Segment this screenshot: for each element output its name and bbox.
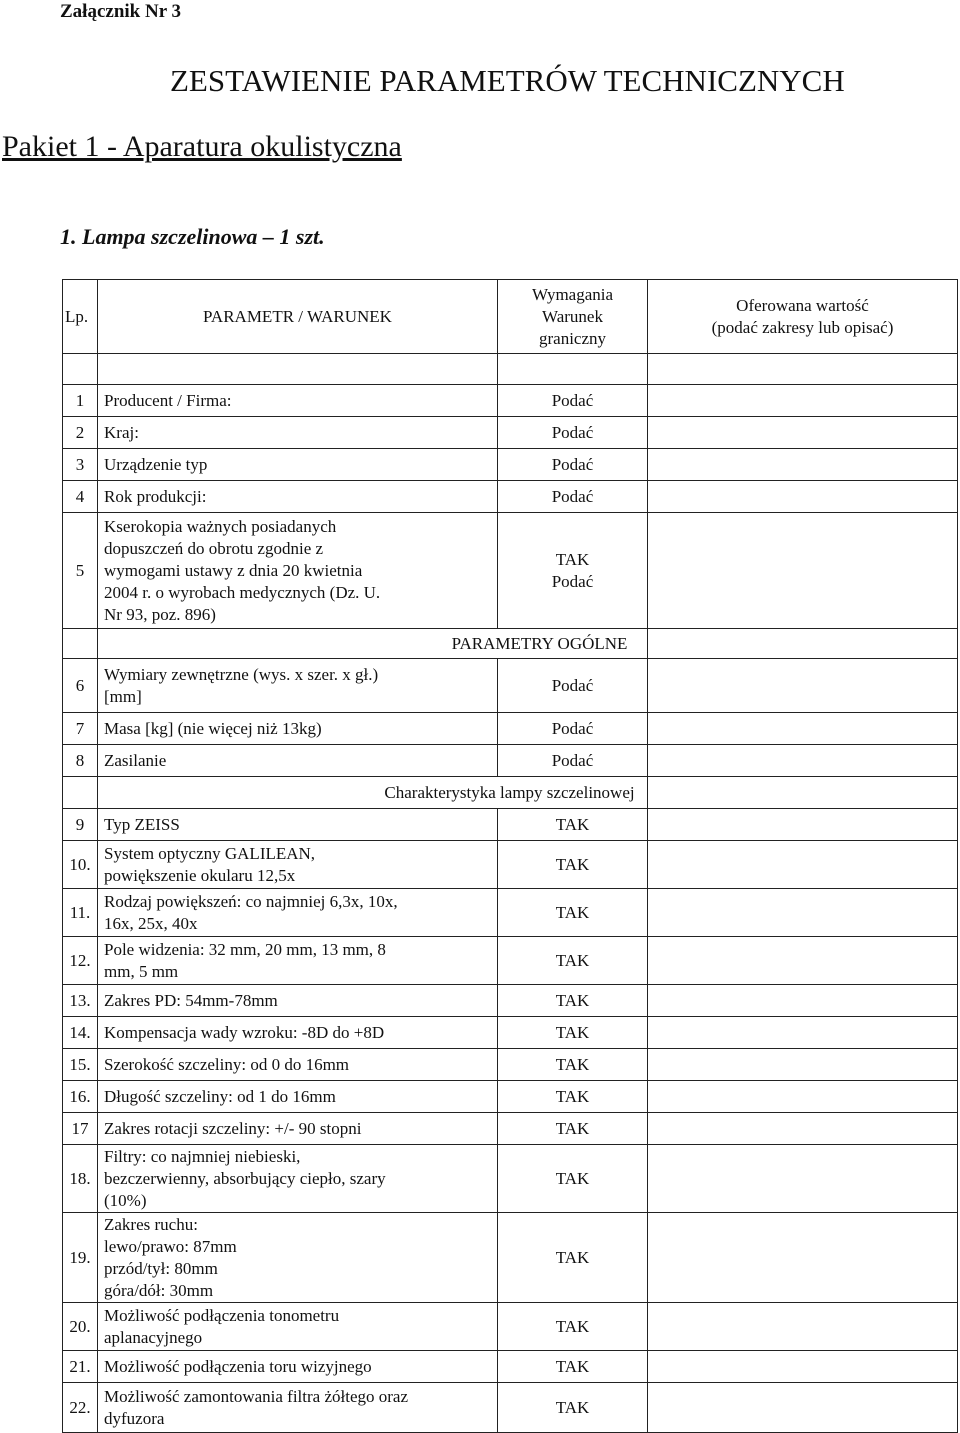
offer-header-line-1: Oferowana wartość <box>736 295 869 315</box>
parameter-cell <box>98 1303 498 1351</box>
section-spacer <box>63 629 98 659</box>
parameter-text: wymogami ustawy z dnia 20 kwietnia <box>104 560 363 580</box>
row-number: 12. <box>63 937 98 985</box>
requirement-cell <box>498 937 648 985</box>
row-number: 5 <box>63 513 98 629</box>
parameter-text: Kserokopia ważnych posiadanych <box>104 516 337 536</box>
requirement-cell <box>498 809 648 841</box>
offer-value-cell <box>648 417 958 449</box>
table-row <box>63 985 958 1017</box>
table-row <box>63 1113 958 1145</box>
offer-value-cell <box>648 809 958 841</box>
offer-value-cell <box>648 1017 958 1049</box>
requirement-value: TAK <box>555 1022 590 1042</box>
requirement-cell <box>498 1351 648 1383</box>
parameter-cell <box>98 449 498 481</box>
offer-value-cell <box>648 1383 958 1433</box>
table-row <box>63 1351 958 1383</box>
parameter-text: Możliwość zamontowania filtra żółtego oraz <box>104 1386 408 1406</box>
parameter-text: Typ ZEISS <box>104 814 180 834</box>
requirement-cell <box>498 513 648 629</box>
parameter-text: Zakres ruchu: <box>104 1214 198 1234</box>
parameter-cell <box>98 809 498 841</box>
offer-value-cell <box>648 777 958 809</box>
parameter-cell <box>98 1081 498 1113</box>
requirement-cell <box>498 889 648 937</box>
requirement-cell <box>498 1017 648 1049</box>
table-row <box>63 417 958 449</box>
table-row <box>63 745 958 777</box>
row-number: 22. <box>63 1383 98 1433</box>
parameter-text: 16x, 25x, 40x <box>104 913 198 933</box>
row-number: 3 <box>63 449 98 481</box>
requirement-cell <box>498 713 648 745</box>
offer-value-cell <box>648 1351 958 1383</box>
requirement-value: TAK <box>555 1118 590 1138</box>
table-row <box>63 1049 958 1081</box>
requirement-cell <box>498 449 648 481</box>
row-number: 1 <box>63 385 98 417</box>
requirement-cell <box>498 1383 648 1433</box>
row-number: 10. <box>63 841 98 889</box>
parameter-text: Nr 93, poz. 896) <box>104 604 216 624</box>
parameter-text: góra/dół: 30mm <box>104 1280 214 1300</box>
parameter-text: Kraj: <box>104 422 139 442</box>
row-number: 14. <box>63 1017 98 1049</box>
parameter-text: Zakres rotacji szczeliny: +/- 90 stopni <box>104 1118 362 1138</box>
requirement-cell <box>498 1049 648 1081</box>
row-number: 13. <box>63 985 98 1017</box>
requirement-value: Podać <box>551 486 594 506</box>
requirement-value: Podać <box>551 422 594 442</box>
parameter-cell <box>98 713 498 745</box>
parameter-text: Możliwość podłączenia tonometru <box>104 1305 340 1325</box>
section-row <box>63 777 958 809</box>
offer-value-cell <box>648 629 958 659</box>
requirement-cell <box>498 1113 648 1145</box>
table-row <box>63 1145 958 1213</box>
parameter-text: Pole widzenia: 32 mm, 20 mm, 13 mm, 8 <box>104 939 386 959</box>
requirement-cell <box>498 1303 648 1351</box>
requirement-value: TAK <box>555 1086 590 1106</box>
table-row <box>63 1213 958 1303</box>
table-row <box>63 1017 958 1049</box>
requirement-cell <box>498 1213 648 1303</box>
parameters-table <box>62 279 958 1433</box>
row-number: 6 <box>63 659 98 713</box>
requirement-value: TAK <box>555 1397 590 1417</box>
parameter-cell <box>98 937 498 985</box>
row-number: 21. <box>63 1351 98 1383</box>
attachment-label: Załącznik Nr 3 <box>60 1 182 22</box>
requirement-header-line-3: graniczny <box>538 328 607 348</box>
requirement-value: TAK <box>555 950 590 970</box>
requirement-cell <box>498 745 648 777</box>
parameter-text: Filtry: co najmniej niebieski, <box>104 1146 301 1166</box>
parameter-text: (10%) <box>104 1190 147 1210</box>
requirement-value: TAK <box>555 1247 590 1267</box>
table-row <box>63 1303 958 1351</box>
parameter-cell <box>98 481 498 513</box>
requirement-value: TAK <box>555 1168 590 1188</box>
table-header-row <box>63 280 958 354</box>
table-row <box>63 385 958 417</box>
table-row <box>63 937 958 985</box>
parameter-cell <box>98 659 498 713</box>
parameter-text: aplanacyjnego <box>104 1327 203 1347</box>
requirement-value: Podać <box>551 675 594 695</box>
offer-value-cell <box>648 841 958 889</box>
parameter-text: [mm] <box>104 686 142 706</box>
parameter-text: Szerokość szczeliny: od 0 do 16mm <box>104 1054 350 1074</box>
offer-header-line-2: (podać zakresy lub opisać) <box>711 317 894 337</box>
column-header-lp: Lp. <box>63 280 98 354</box>
row-number: 16. <box>63 1081 98 1113</box>
requirement-value: TAK <box>555 1054 590 1074</box>
parameter-text: Urządzenie typ <box>104 454 208 474</box>
parameter-text: lewo/prawo: 87mm <box>104 1236 237 1256</box>
table-row <box>63 889 958 937</box>
parameter-cell <box>98 385 498 417</box>
parameter-text: Długość szczeliny: od 1 do 16mm <box>104 1086 336 1106</box>
requirement-value: TAK <box>555 1356 590 1376</box>
column-header-offer <box>648 280 958 354</box>
parameter-text: Masa [kg] (nie więcej niż 13kg) <box>104 718 322 738</box>
requirement-value: Podać <box>551 571 594 591</box>
requirement-value: TAK <box>555 990 590 1010</box>
row-number: 11. <box>63 889 98 937</box>
parameter-cell <box>98 1383 498 1433</box>
parameter-cell <box>98 1351 498 1383</box>
offer-value-cell <box>648 659 958 713</box>
requirement-value: TAK <box>555 854 590 874</box>
offer-value-cell <box>648 481 958 513</box>
requirement-value: TAK <box>555 549 590 569</box>
spacer-row <box>63 354 958 385</box>
parameter-text: dyfuzora <box>104 1408 165 1428</box>
table-row <box>63 513 958 629</box>
column-header-requirement <box>498 280 648 354</box>
parameter-cell <box>98 889 498 937</box>
offer-value-cell <box>648 1113 958 1145</box>
table-row <box>63 1081 958 1113</box>
parameter-text: Producent / Firma: <box>104 390 232 410</box>
section-heading: PARAMETRY OGÓLNE <box>98 629 648 659</box>
parameter-cell <box>98 1049 498 1081</box>
parameter-text: Rok produkcji: <box>104 486 207 506</box>
parameter-cell <box>98 1213 498 1303</box>
offer-value-cell <box>648 937 958 985</box>
requirement-value: Podać <box>551 454 594 474</box>
requirement-header-line-1: Wymagania <box>531 284 614 304</box>
requirement-cell <box>498 1081 648 1113</box>
table-row <box>63 809 958 841</box>
offer-value-cell <box>648 985 958 1017</box>
table-row <box>63 449 958 481</box>
table-row <box>63 659 958 713</box>
column-header-parameter: PARAMETR / WARUNEK <box>98 280 498 354</box>
requirement-header-line-2: Warunek <box>542 306 603 326</box>
table-row <box>63 481 958 513</box>
table-row <box>63 841 958 889</box>
requirement-value: TAK <box>555 1316 590 1336</box>
parameter-cell <box>98 1017 498 1049</box>
parameter-text: Kompensacja wady wzroku: -8D do +8D <box>104 1022 385 1042</box>
offer-value-cell <box>648 1081 958 1113</box>
row-number: 15. <box>63 1049 98 1081</box>
parameter-cell <box>98 841 498 889</box>
section-row <box>63 629 958 659</box>
parameter-text: mm, 5 mm <box>104 961 179 981</box>
offer-value-cell <box>648 713 958 745</box>
item-heading: 1. Lampa szczelinowa – 1 szt. <box>60 224 325 249</box>
parameter-cell <box>98 985 498 1017</box>
requirement-value: TAK <box>555 902 590 922</box>
parameter-text: Zakres PD: 54mm-78mm <box>104 990 278 1010</box>
parameter-text: powiększenie okularu 12,5x <box>104 865 296 885</box>
offer-value-cell <box>648 1145 958 1213</box>
requirement-cell <box>498 659 648 713</box>
requirement-cell <box>498 985 648 1017</box>
offer-value-cell <box>648 745 958 777</box>
section-heading: Charakterystyka lampy szczelinowej <box>98 777 648 809</box>
parameter-cell <box>98 745 498 777</box>
parameter-text: bezczerwienny, absorbujący ciepło, szary <box>104 1168 386 1188</box>
parameter-text: 2004 r. o wyrobach medycznych (Dz. U. <box>104 582 381 602</box>
parameter-text: Wymiary zewnętrzne (wys. x szer. x gł.) <box>104 664 379 684</box>
requirement-value: Podać <box>551 750 594 770</box>
parameter-cell <box>98 1113 498 1145</box>
row-number: 9 <box>63 809 98 841</box>
offer-value-cell <box>648 1049 958 1081</box>
row-number: 20. <box>63 1303 98 1351</box>
section-spacer <box>63 777 98 809</box>
offer-value-cell <box>648 449 958 481</box>
row-number: 8 <box>63 745 98 777</box>
offer-value-cell <box>648 513 958 629</box>
parameter-text: Możliwość podłączenia toru wizyjnego <box>104 1356 372 1376</box>
offer-value-cell <box>648 889 958 937</box>
row-number: 18. <box>63 1145 98 1213</box>
requirement-cell <box>498 481 648 513</box>
row-number: 7 <box>63 713 98 745</box>
table-row <box>63 713 958 745</box>
parameter-cell <box>98 513 498 629</box>
requirement-value: Podać <box>551 390 594 410</box>
parameter-text: Zasilanie <box>104 750 167 770</box>
offer-value-cell <box>648 1303 958 1351</box>
parameter-text: Rodzaj powiększeń: co najmniej 6,3x, 10x, <box>104 891 398 911</box>
parameter-text: przód/tył: 80mm <box>104 1258 218 1278</box>
requirement-cell <box>498 385 648 417</box>
offer-value-cell <box>648 1213 958 1303</box>
package-heading: Pakiet 1 - Aparatura okulistyczna <box>2 130 402 163</box>
row-number: 17 <box>63 1113 98 1145</box>
requirement-value: Podać <box>551 718 594 738</box>
row-number: 19. <box>63 1213 98 1303</box>
parameter-cell <box>98 417 498 449</box>
requirement-cell <box>498 417 648 449</box>
parameter-text: System optyczny GALILEAN, <box>104 843 316 863</box>
offer-value-cell <box>648 385 958 417</box>
table-row <box>63 1383 958 1433</box>
requirement-cell <box>498 841 648 889</box>
row-number: 4 <box>63 481 98 513</box>
requirement-value: TAK <box>555 814 590 834</box>
parameter-cell <box>98 1145 498 1213</box>
requirement-cell <box>498 1145 648 1213</box>
document-title: ZESTAWIENIE PARAMETRÓW TECHNICZNYCH <box>170 63 845 98</box>
row-number: 2 <box>63 417 98 449</box>
parameter-text: dopuszczeń do obrotu zgodnie z <box>104 538 324 558</box>
